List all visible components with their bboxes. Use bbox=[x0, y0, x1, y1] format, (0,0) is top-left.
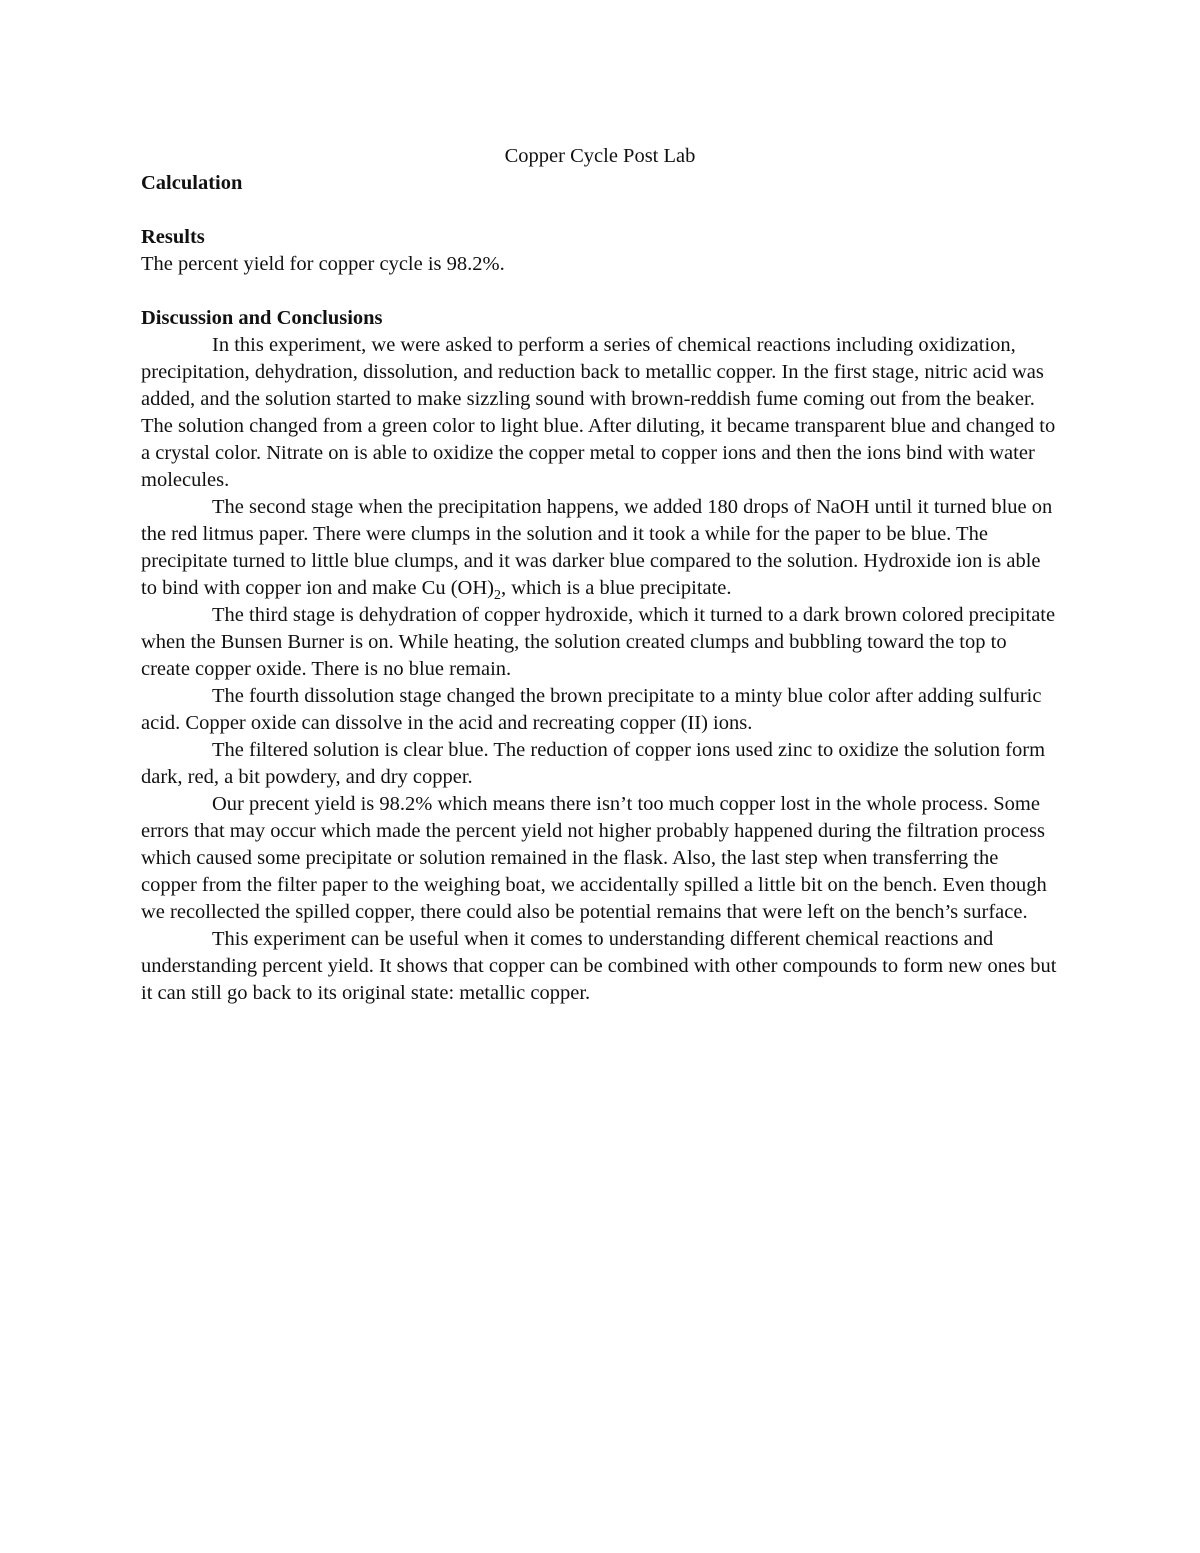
discussion-heading: Discussion and Conclusions bbox=[141, 307, 383, 329]
discussion-paragraph-5: The filtered solution is clear blue. The reduction of copper ions used zinc to oxidize the solution form dark, red, a bit powdery, and dry copper. bbox=[141, 739, 1046, 788]
discussion-paragraph-3: The third stage is dehydration of copper hydroxide, which it turned to a dark brown colored precipitate when the Bunsen Burner is on. While heating, the solution created clumps and bubbling toward the top to create copper oxide. There is no blue remain. bbox=[141, 604, 1056, 680]
discussion-paragraph-7: This experiment can be useful when it comes to understanding different chemical reactions and understanding percent yield. It shows that copper can be combined with other compounds to form new ones but it can still go back to its original state: metallic copper. bbox=[141, 928, 1057, 1004]
subscript-2: 2 bbox=[493, 588, 501, 604]
discussion-paragraph-6: Our precent yield is 98.2% which means there isn’t too much copper lost in the whole process. Some errors that may occur which made the percent yield not higher probably happened during the filtration process which caused some precipitate or solution remained in the flask. Also, the last step when transferring the copper from the filter paper to the weighing boat, we accidentally spilled a little bit on the bench. Even though we recollected the spilled copper, there could also be potential remains that were left on the bench’s surface. bbox=[141, 793, 1047, 923]
discussion-paragraph-2 bbox=[141, 494, 1059, 602]
discussion-paragraph-4: The fourth dissolution stage changed the brown precipitate to a minty blue color after adding sulfuric acid. Copper oxide can dissolve in the acid and recreating copper (II) ions. bbox=[141, 685, 1042, 734]
paragraph-2-text: The second stage when the precipitation happens, we added 180 drops of NaOH until it turned blue on the red litmus paper. There were clumps in the solution and it took a while for the paper to be blue. The precipitate turned to little blue clumps, and it was darker blue compared to the solution. Hydroxide ion is able to bind with copper ion and make Cu (OH) bbox=[141, 496, 1053, 599]
discussion-paragraph-1: In this experiment, we were asked to perform a series of chemical reactions including oxidization, precipitation, dehydration, dissolution, and reduction back to metallic copper. In the first stage, nitric acid was added, and the solution started to make sizzling sound with brown-reddish fume coming out from the beaker. The solution changed from a green color to light blue. After diluting, it became transparent blue and changed to a crystal color. Nitrate on is able to oxidize the copper metal to copper ions and then the ions bind with water molecules. bbox=[141, 334, 1056, 491]
calculation-heading: Calculation bbox=[141, 172, 243, 194]
results-heading: Results bbox=[141, 226, 205, 248]
paragraph-2-text-end: , which is a blue precipitate. bbox=[500, 577, 732, 599]
results-text: The percent yield for copper cycle is 98.2%. bbox=[141, 253, 505, 275]
spacer bbox=[141, 278, 1059, 305]
document-title: Copper Cycle Post Lab bbox=[504, 145, 696, 167]
document-page bbox=[141, 143, 1059, 1007]
spacer bbox=[141, 197, 1059, 224]
